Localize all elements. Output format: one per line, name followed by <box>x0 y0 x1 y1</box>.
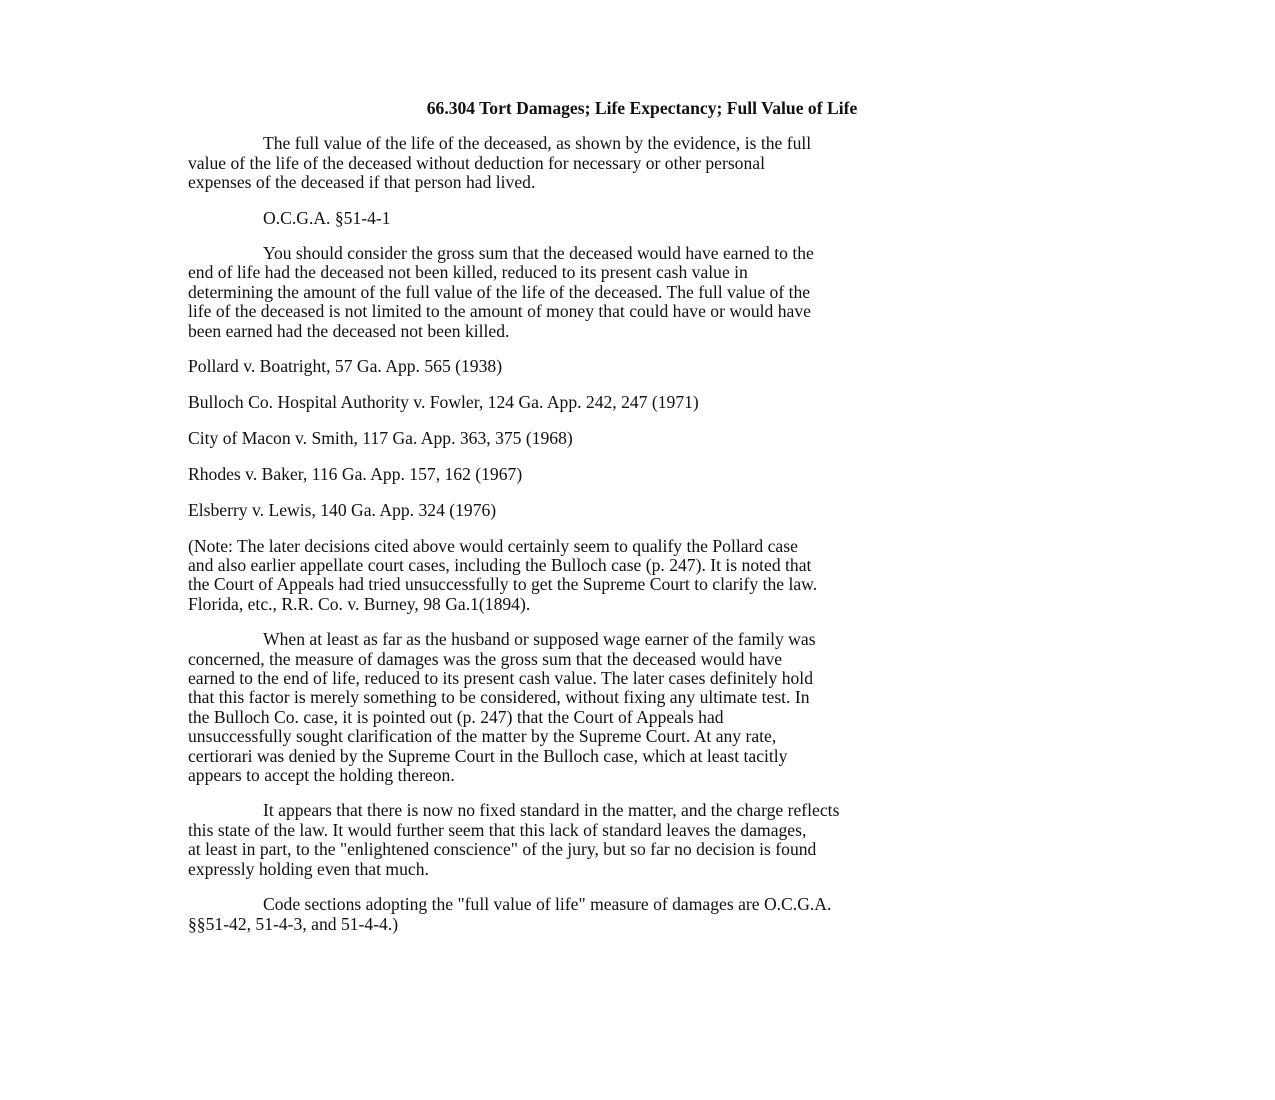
note-paragraph: (Note: The later decisions cited above would certainly seem to qualify the Pollard case and also earlier appellate court cases, including the Bulloch case (p. 247). It is noted that the Court of Appeals had tried unsuccessfully to get the Supreme Court to clarify the law. Florida, etc., R.R. Co. v. Burney, 98 Ga.1(1894). <box>188 535 818 614</box>
case-citation-bulloch: Bulloch Co. Hospital Authority v. Fowler, 124 Ga. App. 242, 247 (1971) <box>188 391 699 412</box>
case-citation-pollard: Pollard v. Boatright, 57 Ga. App. 565 (1938) <box>188 356 503 377</box>
paragraph-code-sections: Code sections adopting the "full value of life" measure of damages are O.C.G.A. §§51-42, 51-4-3, and 51-4-4.) <box>188 894 832 934</box>
document-page <box>188 99 1088 950</box>
paragraph-measure-of-damages: When at least as far as the husband or supposed wage earner of the family was concerned, the measure of damages was the gross sum that the deceased would have earned to the end of life, reduced to its present cash value. The later cases definitely hold that this factor is merely something to be considered, without fixing any ultimate test. In the Bulloch Co. case, it is pointed out (p. 247) that the Court of Appeals had unsuccessfully sought clarification of the matter by the Supreme Court. At any rate, certiorari was denied by the Supreme Court in the Bulloch case, which at least tacitly appears to accept the holding thereon. <box>188 629 816 786</box>
case-citation-elsberry: Elsberry v. Lewis, 140 Ga. App. 324 (1976) <box>188 499 497 520</box>
paragraph-full-value-definition: The full value of the life of the deceased, as shown by the evidence, is the full value of the life of the deceased without deduction for necessary or other personal expenses of the deceased if that person had lived. <box>188 133 812 193</box>
case-citation-macon: City of Macon v. Smith, 117 Ga. App. 363, 375 (1968) <box>188 427 573 448</box>
statute-citation: O.C.G.A. §51-4-1 <box>263 207 391 228</box>
paragraph-gross-sum-instruction: You should consider the gross sum that the deceased would have earned to the end of life had the deceased not been killed, reduced to its present cash value in determining the amount of the full value of the life of the deceased. The full value of the life of the deceased is not limited to the amount of money that could have or would have been earned had the deceased not been killed. <box>188 243 814 341</box>
paragraph-no-fixed-standard: It appears that there is now no fixed standard in the matter, and the charge reflects this state of the law. It would further seem that this lack of standard leaves the damages, at least in part, to the "enlightened conscience" of the jury, but so far no decision is found expressly holding even that much. <box>188 800 840 879</box>
document-title: 66.304 Tort Damages; Life Expectancy; Full Value of Life <box>426 98 858 118</box>
case-citation-rhodes: Rhodes v. Baker, 116 Ga. App. 157, 162 (1967) <box>188 463 523 484</box>
